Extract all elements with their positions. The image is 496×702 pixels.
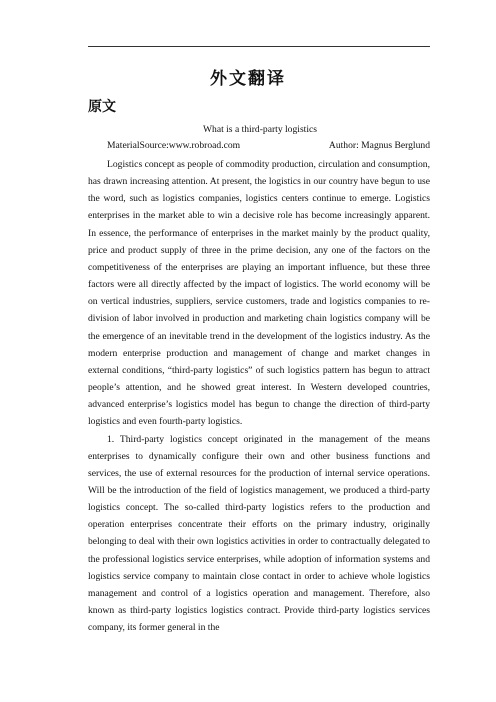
source-author-row	[107, 140, 430, 151]
page-title: 外文翻译	[210, 69, 286, 89]
paragraph: Logistics concept as people of commodity production, circulation and consumption, has drawn increasing attention. At present, the logistics in our country have begun to use the word, such as logistics companies, logistics centers continue to emerge. Logistics enterprises in the market able to win a decisive role has become increasingly apparent. In essence, the performance of enterprises in the market mainly by the product quality, price and product supply of three in the prime decision, any one of the factors on the competitiveness of the enterprises are playing an important influence, but these three factors were all directly affected by the impact of logistics. The world economy will be on vertical industries, suppliers, service customers, trade and logistics companies to re-division of labor involved in production and marketing chain logistics company will be the emergence of an inevitable trend in the development of the logistics industry. As the modern enterprise production and management of change and market changes in external conditions, “third-party logistics” of such logistics pattern has begun to attract people’s attention, and he showed great interest. In Western developed countries, advanced enterprise’s logistics model has begun to change the direction of third-party logistics and even fourth-party logistics.	[88, 159, 430, 428]
article-body	[88, 156, 430, 636]
material-source: MaterialSource:www.robroad.com	[107, 140, 241, 151]
paragraph: 1. Third-party logistics concept originated in the management of the means enterprises to dynamically configure their own and other business functions and services, the use of external resources for the production of internal service operations. Will be the introduction of the field of logistics management, we produced a third-party logistics concept. The so-called third-party logistics refers to the production and operation enterprises concentrate their efforts on the primary industry, originally belonging to deal with their own logistics activities in order to contractually delegated to the professional logistics service enterprises, while adoption of information systems and logistics service company to maintain close contact in order to achieve whole logistics management and control of a logistics operation and management. Therefore, also known as third-party logistics logistics contract. Provide third-party logistics services company, its former general in the	[88, 433, 430, 634]
article-title: What is a third-party logistics	[202, 124, 318, 135]
author-line: Author: Magnus Berglund	[328, 140, 430, 151]
header-rule	[88, 46, 430, 47]
section-label: 原文	[88, 99, 116, 115]
